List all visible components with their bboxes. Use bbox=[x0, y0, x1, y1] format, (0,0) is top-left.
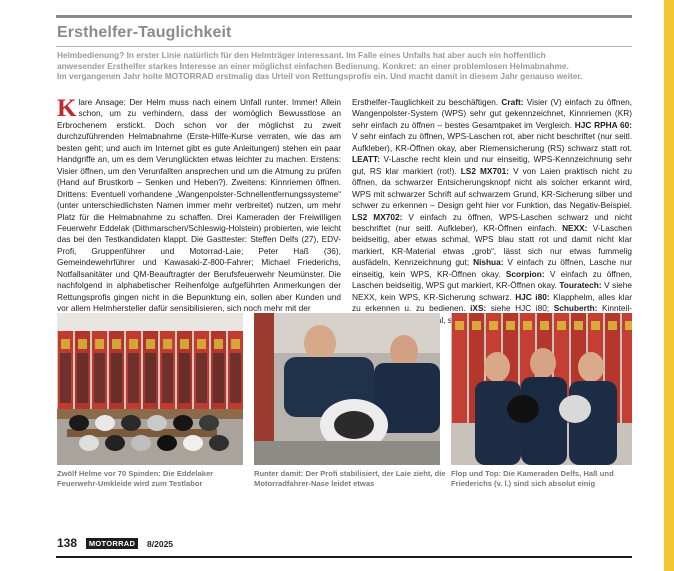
photo-locker-room bbox=[57, 313, 243, 465]
helmet-name: iXS: bbox=[470, 303, 487, 314]
helmet-name: LEATT: bbox=[352, 154, 380, 165]
photo-caption-2: Runter damit: Der Profi stabilisiert, der Laie zieht, die Motorradfahrer-Nase leidet etwas bbox=[254, 469, 446, 489]
body-text: V siehe NEXX, kein WPS, KR-Sicherung schwarz. bbox=[352, 280, 632, 302]
helmet-name: Nishua: bbox=[473, 257, 504, 268]
body-text: V-Lasche recht klein und nur einseitig, WPS-Kennzeichnung sehr gut, RS klar markiert (rot!). bbox=[352, 154, 632, 176]
helmet-name: HJC i80: bbox=[515, 291, 550, 302]
lead-line: Im vergangenen Jahr holte MOTORRAD erstmalig das Urteil von Rettungsprofis ein. Und macht damit in diesem Jahr genauso weiter. bbox=[57, 71, 583, 82]
helmet-name: LS2 MX701: bbox=[460, 165, 510, 176]
helmet-name: Scorpion: bbox=[505, 268, 545, 279]
body-text: siehe HJC i80; bbox=[486, 303, 554, 314]
lead-line: anwesender Ersthelfer starkes Interesse an einer möglichst einfachen Bedienung. Konkret: an einer problemlosen Helmabnahme. bbox=[57, 60, 569, 71]
body-text: Visier (V) einfach zu öffnen, Wangenpolster-System (WPS) sehr gut gekennzeichnet, Kinnriemen (KR) sehr einfach zu öffnen – bestes Gesamtpaket im Vergleich. bbox=[352, 97, 632, 130]
helmet-name: Touratech: bbox=[559, 280, 602, 291]
photo-caption-1: Zwölf Helme vor 70 Spinden: Die Eddelaker Feuerwehr-Umkleide wird zum Testlabor bbox=[57, 469, 214, 489]
helmet-name: HJC RPHA 60: bbox=[574, 119, 633, 130]
text-column-1 bbox=[57, 97, 341, 315]
helmet-name: NEXX: bbox=[562, 222, 588, 233]
page-footer bbox=[57, 536, 173, 550]
top-rule bbox=[56, 15, 632, 18]
page-edge-tab bbox=[664, 0, 674, 571]
body-text: V von Laien praktisch nicht zu öffnen, da schwarzer Entsicherungsknopf nicht als solcher erkannt wird, WPS mit schwarzer Schrift auf schwarzem Grund, KR-Sicherung silber und schwer zu erkennen – Design geht hier vor Funktion, das Negativ-Beispiel. bbox=[352, 165, 632, 211]
drop-cap: K bbox=[57, 95, 77, 122]
magazine-logo: MOTORRAD bbox=[86, 538, 138, 549]
photo-three-firefighters bbox=[451, 313, 632, 465]
article-title: Ersthelfer-Tauglichkeit bbox=[57, 24, 232, 41]
body-text: V sehr einfach zu öffnen, WPS-Laschen rot, aber nicht beschriftet (nur seitl. Aufkleber), KR-Öffnen okay, aber Riemensicherung (RS) schwarz statt rot. bbox=[352, 131, 632, 153]
helmet-name: Craft: bbox=[501, 97, 524, 107]
footer-rule bbox=[56, 556, 632, 558]
body-text: Kinnteil- bbox=[602, 303, 632, 314]
photo-helmet-removal bbox=[254, 313, 440, 465]
body-text: V einfach zu öffnen, Laschen beidseitig, WPS gut markiert, KR-Öffnen okay. bbox=[352, 268, 632, 291]
body-text: V einfach zu öffnen, WPS-Laschen schwarz und nicht beschriftet (nur seitl. Aufkleber), KR-Öffnen einfach. bbox=[352, 211, 632, 233]
lead-line: Helmbedienung? In erster Linie natürlich für den Helmträger interessant. Im Falle eines Unfalls hat aber auch ein hoffentlich bbox=[57, 50, 546, 60]
helmet-name: Schuberth: bbox=[553, 303, 598, 314]
text-column-2 bbox=[352, 97, 632, 326]
body-text: V-Laschen beidseitig, aber etwas schmal, WPS blau statt rot und damit nicht klar markiert, KR-Material etwas „grob“, lässt sich nur etwas fummelig ausfädeln, Kennzeichnung gut; bbox=[352, 222, 632, 268]
title-rule bbox=[56, 46, 632, 47]
body-text: Klapphelm, alles klar zu erkennen u. zu bedienen. bbox=[352, 291, 633, 314]
article-lead bbox=[57, 50, 633, 82]
helmet-name: LS2 MX702: bbox=[352, 211, 403, 222]
body-text: Ersthelfer-Tauglichkeit zu beschäftigen. bbox=[352, 97, 502, 107]
page-number: 138 bbox=[57, 536, 78, 550]
body-text: V einfach zu öffnen, Lasche nur einseitig, kein WPS, KR-Öffnen okay. bbox=[352, 257, 633, 279]
issue-number: 8/2025 bbox=[147, 539, 174, 549]
body-text: lare Ansage: Der Helm muss nach einem Unfall runter. Immer! Allein schon, um zu verhindern, dass der womöglich Bewusstlose an Erbrochenem erstickt. Doch schon vor der möglichst zu zweit durchzuführenden Helmabnahme (Erste-Hilfe-Kurse verraten, wie das am besten geht; und auch im Internet gibt es gute Anleitungen) stehen ein paar Handgriffe an, um es dem Verunglückten etwas leichter zu machen. Erstens: Visier öffnen, um den Verunfallten ansprechen und um die Atmung zu prüfen (Hand auf Brustkorb – Senken und Heben?). Zweitens: Kinnriemen öffnen. Drittens: Eventuell vorhandene „Wangenpolster-Schnellentfernungssysteme“ (unter unterschiedlichsten Namen immer mehr verbreitet) nutzen, um mehr Platz für die Helmabnahme zu schaffen. Drei Kameraden der Freiwilligen Feuerwehr Eddelak (Dithmarschen/Schleswig-Holstein) probierten, wie leicht das bei den Testkandidaten klappt. Die Gasttester: Steffen Delfs (27), EDV-Profi, Gruppenführer und Motorrad-Laie; Peter Haß (36), Gemeindewehrführer und Kawasaki-Z-800-Fahrer; Michael Friederichs, Notfallsanitäter und QM-Beauftragter der Berufsfeuerwehr Neumünster. Die nachfolgend in alphabetischer Reihenfolge aufgeführten Anmerkungen der Rettungsprofis gingen nicht in die Bepunktung ein, sollen aber Kunden und vor allem Helmhersteller dafür sensibilisieren, sich noch mehr mit der bbox=[57, 97, 341, 314]
photo-caption-3: Flop und Top: Die Kameraden Delfs, Haß und Friederichs (v. l.) sind sich absolut einig bbox=[451, 469, 614, 489]
